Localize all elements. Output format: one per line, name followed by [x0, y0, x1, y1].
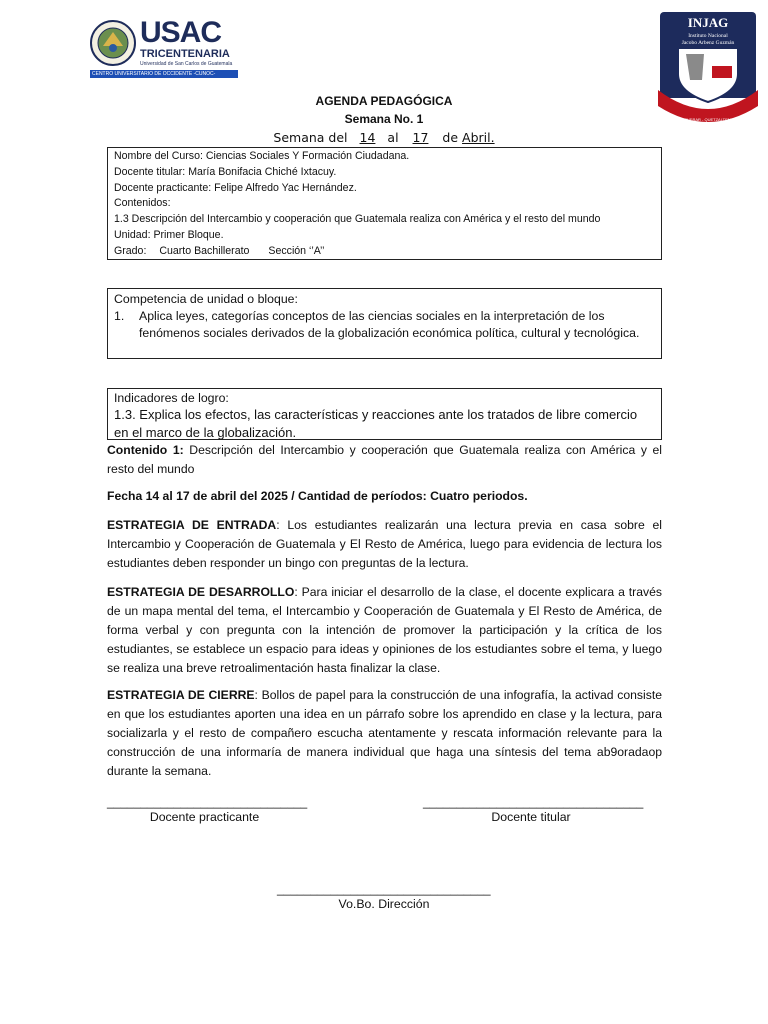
signature-titular: Docente titular [491, 810, 571, 824]
week-prefix: Semana del [273, 130, 348, 145]
injag-line1: Instituto Nacional [688, 33, 728, 39]
unit: Unidad: Primer Bloque. [114, 228, 224, 241]
cunoc-banner: CENTRO UNIVERSITARIO DE OCCIDENTE -CUNOC- [90, 70, 238, 78]
week-to: 17 [412, 130, 429, 145]
signature-practicante: Docente practicante [149, 810, 260, 824]
grade-label: Grado: [114, 244, 147, 257]
week-month: Abril. [462, 130, 495, 145]
week-number: Semana No. 1 [344, 112, 424, 126]
injag-motto: PERSEVERAR - QUETZALTENANGO [673, 117, 743, 122]
fecha-line: Fecha 14 al 17 de abril del 2025 / Cantidad de períodos: Cuatro periodos. [107, 489, 528, 503]
week-range [0, 130, 768, 145]
grade-row [114, 244, 655, 260]
contenido-paragraph [107, 441, 662, 479]
signature-line-center: ________________________________ [277, 882, 491, 896]
entrada-text: : Los estudiantes realizarán una lectura previa en casa sobre el Intercambio y Cooperación de Guatemala y El Resto de América, luego para evidencia de lectura los estudiantes deben responder un bingo con preguntas de la lectura. [107, 518, 662, 570]
teacher: Docente titular: María Bonifacia Chiché Ixtacuy. [114, 165, 337, 178]
cierre-text: : Bollos de papel para la construcción de una infografía, la activad consiste en que los estudiantes aporten una idea en un párrafo sobre los aprendido en clase y la lectura, para socializarla y el resto de compañero escucha atentamente y rescata información relevante para la construcción de una informaría de manera individual que haga una síntesis del tema ab9oradaop durante la semana. [107, 688, 662, 778]
contents-item: 1.3 Descripción del Intercambio y cooperación que Guatemala realiza con América y el resto del mundo [114, 213, 601, 226]
usac-seal-icon [90, 20, 136, 66]
injag-logo [656, 10, 760, 126]
week-of: de [442, 130, 459, 145]
injag-line2: Jacobo Arbenz Guzmán [681, 40, 735, 46]
usac-logo [90, 16, 240, 82]
week-connector: al [387, 130, 399, 145]
page-title: AGENDA PEDAGÓGICA [315, 94, 453, 108]
desarrollo-label: ESTRATEGIA DE DESARROLLO [107, 585, 295, 599]
entrada-label: ESTRATEGIA DE ENTRADA [107, 518, 277, 532]
indicadores-text: 1.3. Explica los efectos, las características y reacciones ante los tratados de libre comercio en el marco de la globalización. [114, 407, 638, 440]
contents-label: Contenidos: [114, 197, 171, 210]
competencia-text: Aplica leyes, categorías conceptos de las ciencias sociales en la interpretación de los fenómenos sociales derivados de la globalización económica política, cultural y tecnológica. [139, 309, 640, 340]
signature-direccion: Vo.Bo. Dirección [338, 897, 430, 911]
usac-university: Universidad de San Carlos de Guatemala [140, 61, 233, 67]
competencia-box [107, 288, 662, 359]
desarrollo-text: : Para iniciar el desarrollo de la clase, el docente explicara a través de un mapa mental del tema, el Intercambio y Cooperación de Guatemala y El Resto de América, de forma verbal y con pregunta con la intención de promover la participación y la crítica de los estudiantes, se establece un espacio para ideas y opiniones de los estudiantes sobre el tema, y luego se realiza una breve retroalimentación hasta finalizar la clase. [107, 585, 662, 675]
contenido-label: Contenido 1: [107, 443, 184, 457]
cierre-label: ESTRATEGIA DE CIERRE [107, 688, 255, 702]
indicadores-box [107, 388, 662, 440]
grade-value: Cuarto Bachillerato [159, 244, 250, 257]
usac-name: USAC [140, 16, 222, 49]
signature-line-left: ______________________________ [107, 795, 308, 809]
competencia-label: Competencia de unidad o bloque: [114, 292, 298, 306]
usac-subtitle: TRICENTENARIA [140, 48, 230, 60]
cierre-paragraph [107, 686, 662, 781]
entrada-paragraph [107, 516, 662, 573]
indicadores-label: Indicadores de logro: [114, 391, 229, 405]
practitioner: Docente practicante: Felipe Alfredo Yac Hernández. [114, 181, 357, 194]
signature-line-right: _________________________________ [423, 795, 644, 809]
info-box [107, 147, 662, 260]
contenido-text: Descripción del Intercambio y cooperación que Guatemala realiza con América y el resto del mundo [107, 443, 662, 476]
injag-name: INJAG [687, 15, 729, 30]
week-from: 14 [359, 130, 376, 145]
section: Sección ‘’A’’ [268, 244, 325, 257]
competencia-item [114, 308, 655, 342]
competencia-number: 1. [114, 309, 125, 323]
desarrollo-paragraph [107, 583, 662, 678]
course-name: Nombre del Curso: Ciencias Sociales Y Formación Ciudadana. [114, 150, 410, 162]
